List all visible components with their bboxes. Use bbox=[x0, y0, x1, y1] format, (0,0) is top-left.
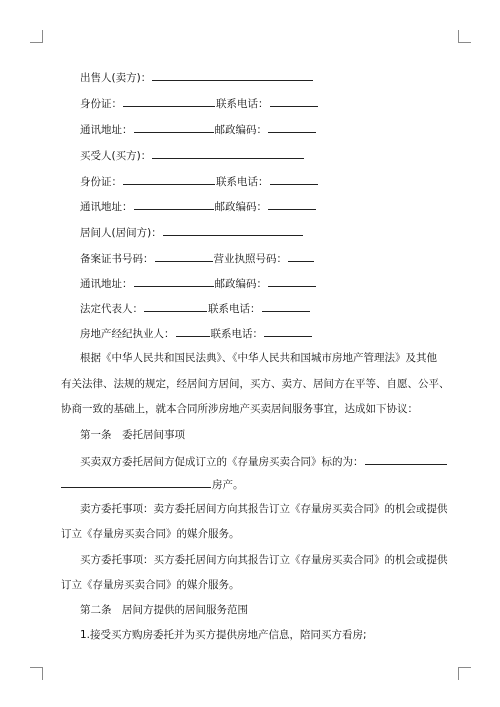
buyer-row bbox=[80, 148, 305, 163]
field-label: 房地产经纪执业人： bbox=[80, 328, 175, 340]
buyer-name-blank[interactable] bbox=[152, 148, 304, 159]
buyer-phone-blank[interactable] bbox=[270, 174, 318, 185]
seller-id-row bbox=[80, 96, 319, 111]
body-paragraph-line: 卖方委托事项：卖方委托居间方向其报告订立《存量房买卖合同》的机会或提供 bbox=[80, 503, 448, 515]
property-blank[interactable] bbox=[365, 454, 447, 465]
seller-address-row bbox=[80, 122, 317, 137]
field-label: 买受人(买方)： bbox=[80, 150, 152, 162]
seller-row bbox=[80, 70, 314, 85]
field-label: 联系电话： bbox=[216, 98, 269, 110]
buyer-id-blank[interactable] bbox=[123, 174, 215, 185]
corner-mark-bottom-left bbox=[30, 667, 43, 680]
broker-phone-blank[interactable] bbox=[264, 326, 312, 337]
buyer-address-blank[interactable] bbox=[134, 199, 214, 210]
field-label: 备案证书号码： bbox=[80, 253, 154, 265]
broker-blank[interactable] bbox=[176, 326, 210, 337]
buyer-id-row bbox=[80, 174, 319, 189]
field-label: 通讯地址： bbox=[80, 201, 133, 213]
field-label: 邮政编码： bbox=[214, 201, 267, 213]
field-label: 出售人(卖方)： bbox=[80, 72, 152, 84]
field-label: 通讯地址： bbox=[80, 278, 133, 290]
body-paragraph-line: 买方委托事项：买方委托居间方向其报告订立《存量房买卖合同》的机会或提供 bbox=[80, 554, 448, 566]
agent-license-blank[interactable] bbox=[288, 251, 314, 262]
seller-phone-blank[interactable] bbox=[270, 96, 318, 107]
broker-row bbox=[80, 326, 313, 341]
seller-name-blank[interactable] bbox=[152, 70, 313, 81]
article-heading: 第一条 委托居间事项 bbox=[80, 429, 185, 441]
field-label: 法定代表人： bbox=[80, 303, 143, 315]
body-paragraph-line: 订立《存量房买卖合同》的媒介服务。 bbox=[61, 579, 240, 591]
field-label: 通讯地址： bbox=[80, 124, 133, 136]
seller-address-blank[interactable] bbox=[134, 122, 214, 133]
body-paragraph-line bbox=[61, 477, 441, 492]
field-label: 联系电话： bbox=[210, 328, 263, 340]
field-label: 居间人(居间方)： bbox=[80, 227, 162, 239]
agent-name-blank[interactable] bbox=[163, 225, 303, 236]
legal-rep-row bbox=[80, 301, 311, 316]
clause-text: 房产。 bbox=[212, 479, 244, 491]
buyer-postcode-blank[interactable] bbox=[268, 199, 316, 210]
field-label: 邮政编码： bbox=[214, 278, 267, 290]
legal-rep-phone-blank[interactable] bbox=[262, 301, 310, 312]
seller-postcode-blank[interactable] bbox=[268, 122, 316, 133]
legal-rep-blank[interactable] bbox=[144, 301, 207, 312]
agent-address-blank[interactable] bbox=[134, 276, 214, 287]
body-paragraph-line: 订立《存量房买卖合同》的媒介服务。 bbox=[61, 528, 240, 540]
corner-mark-bottom-right bbox=[458, 667, 471, 680]
agent-cert-blank[interactable] bbox=[155, 251, 213, 262]
field-label: 营业执照号码： bbox=[213, 253, 287, 265]
seller-id-blank[interactable] bbox=[123, 96, 215, 107]
article-heading: 第二条 居间方提供的居间服务范围 bbox=[80, 604, 248, 616]
agent-address-row bbox=[80, 276, 317, 291]
corner-mark-top-left bbox=[30, 30, 43, 43]
body-paragraph-line bbox=[80, 454, 448, 469]
field-label: 身份证： bbox=[80, 176, 122, 188]
field-label: 联系电话： bbox=[216, 176, 269, 188]
agent-postcode-blank[interactable] bbox=[268, 276, 316, 287]
list-item: 1.接受买方购房委托并为买方提供房地产信息，陪同买方看房; bbox=[80, 629, 367, 641]
body-paragraph-line: 有关法律、法规的规定，经居间方居间，买方、卖方、居间方在平等、自愿、公平、 bbox=[61, 378, 450, 390]
clause-text: 买卖双方委托居间方促成订立的《存量房买卖合同》标的为： bbox=[80, 456, 364, 468]
field-label: 邮政编码： bbox=[214, 124, 267, 136]
agent-row bbox=[80, 225, 304, 240]
field-label: 联系电话： bbox=[208, 303, 261, 315]
property-blank-continued[interactable] bbox=[61, 477, 211, 488]
field-label: 身份证： bbox=[80, 98, 122, 110]
agent-cert-row bbox=[80, 251, 315, 266]
body-paragraph-line: 根据《中华人民共和国民法典》、《中华人民共和国城市房地产管理法》及其他 bbox=[80, 352, 437, 364]
corner-mark-top-right bbox=[458, 30, 471, 43]
body-paragraph-line: 协商一致的基础上，就本合同所涉房地产买卖居间服务事宜，达成如下协议： bbox=[61, 403, 418, 415]
buyer-address-row bbox=[80, 199, 317, 214]
